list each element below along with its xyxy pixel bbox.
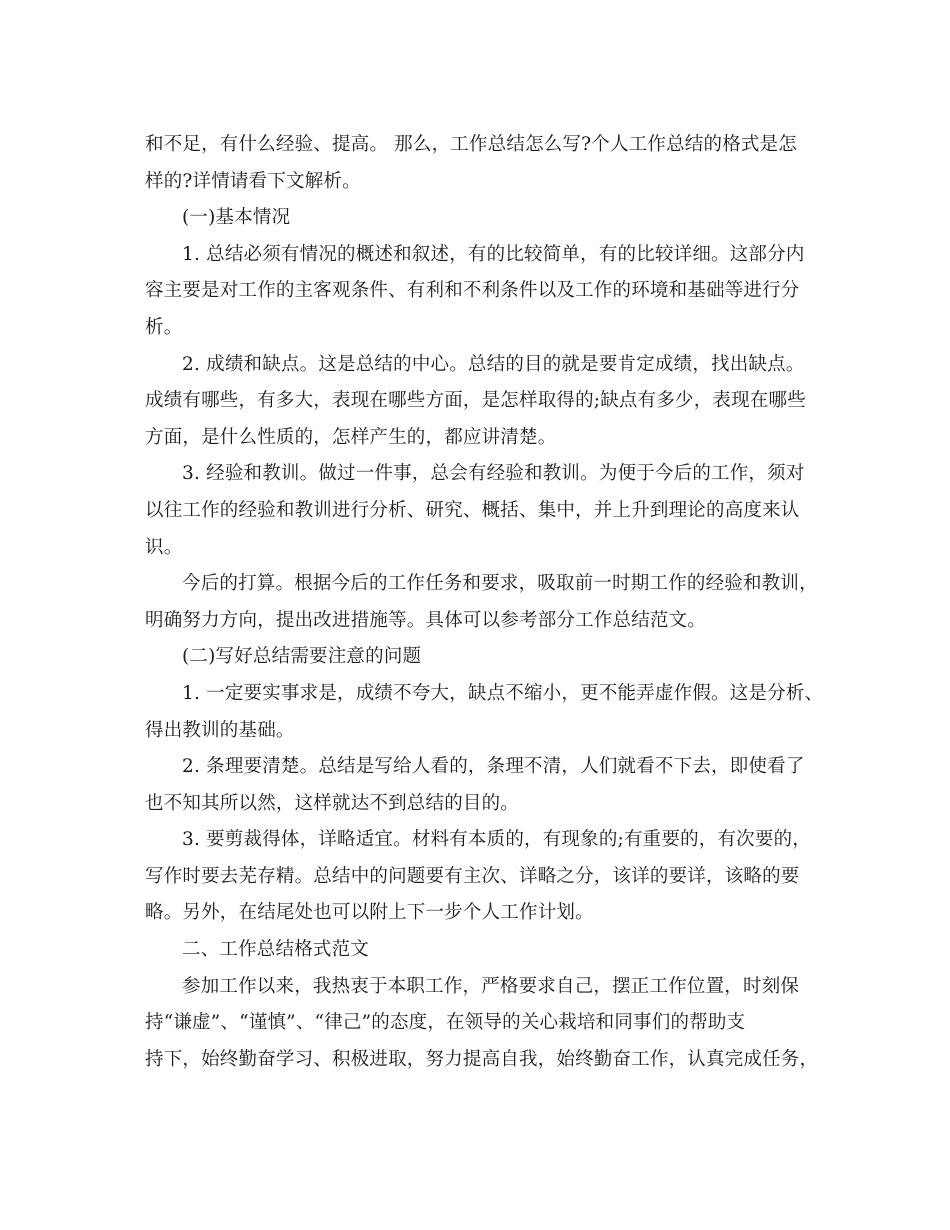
text-line: 2. 条理要清楚。总结是写给人看的，条理不清，人们就看不下去，即使看了 (182, 756, 805, 778)
text-line: 2. 成绩和缺点。这是总结的中心。总结的目的就是要肯定成绩，找出缺点。 (182, 353, 805, 375)
text-line: 析。 (145, 316, 183, 338)
text-line: 识。 (145, 536, 183, 558)
text-line: 二、工作总结格式范文 (182, 939, 370, 961)
text-line: 成绩有哪些，有多大，表现在哪些方面，是怎样取得的;缺点有多少，表现在哪些 (145, 390, 806, 412)
text-line: 今后的打算。根据今后的工作任务和要求，吸取前一时期工作的经验和教训， (182, 573, 818, 595)
text-line: 容主要是对工作的主客观条件、有利和不利条件以及工作的环境和基础等进行分 (145, 280, 800, 302)
text-line: 得出教训的基础。 (145, 719, 295, 741)
text-line: 方面，是什么性质的，怎样产生的，都应讲清楚。 (145, 426, 557, 448)
text-line: 1. 总结必须有情况的概述和叙述，有的比较简单，有的比较详细。这部分内 (182, 243, 805, 265)
text-line: 以往工作的经验和教训进行分析、研究、概括、集中，并上升到理论的高度来认 (145, 499, 800, 521)
text-line: 样的?详情请看下文解析。 (145, 170, 361, 192)
text-line: 3. 要剪裁得体，详略适宜。材料有本质的，有现象的;有重要的，有次要的， (182, 829, 811, 851)
document-body (145, 127, 825, 1078)
text-line: 持下，始终勤奋学习、积极进取，努力提高自我，始终勤奋工作，认真完成任务， (145, 1048, 819, 1070)
text-line: 也不知其所以然，这样就达不到总结的目的。 (145, 792, 520, 814)
text-line: 持“谦虚”、“谨慎”、“律己”的态度，在领导的关心栽培和同事们的帮助支 (145, 1012, 746, 1034)
text-line: 略。另外，在结尾处也可以附上下一步个人工作计划。 (145, 902, 594, 924)
text-line: 参加工作以来，我热衷于本职工作，严格要求自己，摆正工作位置，时刻保 (182, 975, 800, 997)
text-line: 3. 经验和教训。做过一件事，总会有经验和教训。为便于今后的工作，须对 (182, 463, 805, 485)
text-line: (二)写好总结需要注意的问题 (182, 646, 422, 668)
text-line: 明确努力方向，提出改进措施等。具体可以参考部分工作总结范文。 (145, 609, 707, 631)
text-line: (一)基本情况 (182, 207, 291, 229)
text-line: 1. 一定要实事求是，成绩不夸大，缺点不缩小，更不能弄虚作假。这是分析、 (182, 682, 824, 704)
text-line: 写作时要去芜存精。总结中的问题要有主次、详略之分，该详的要详，该略的要 (145, 865, 800, 887)
text-line: 和不足，有什么经验、提高。 那么，工作总结怎么写?个人工作总结的格式是怎 (145, 134, 798, 155)
